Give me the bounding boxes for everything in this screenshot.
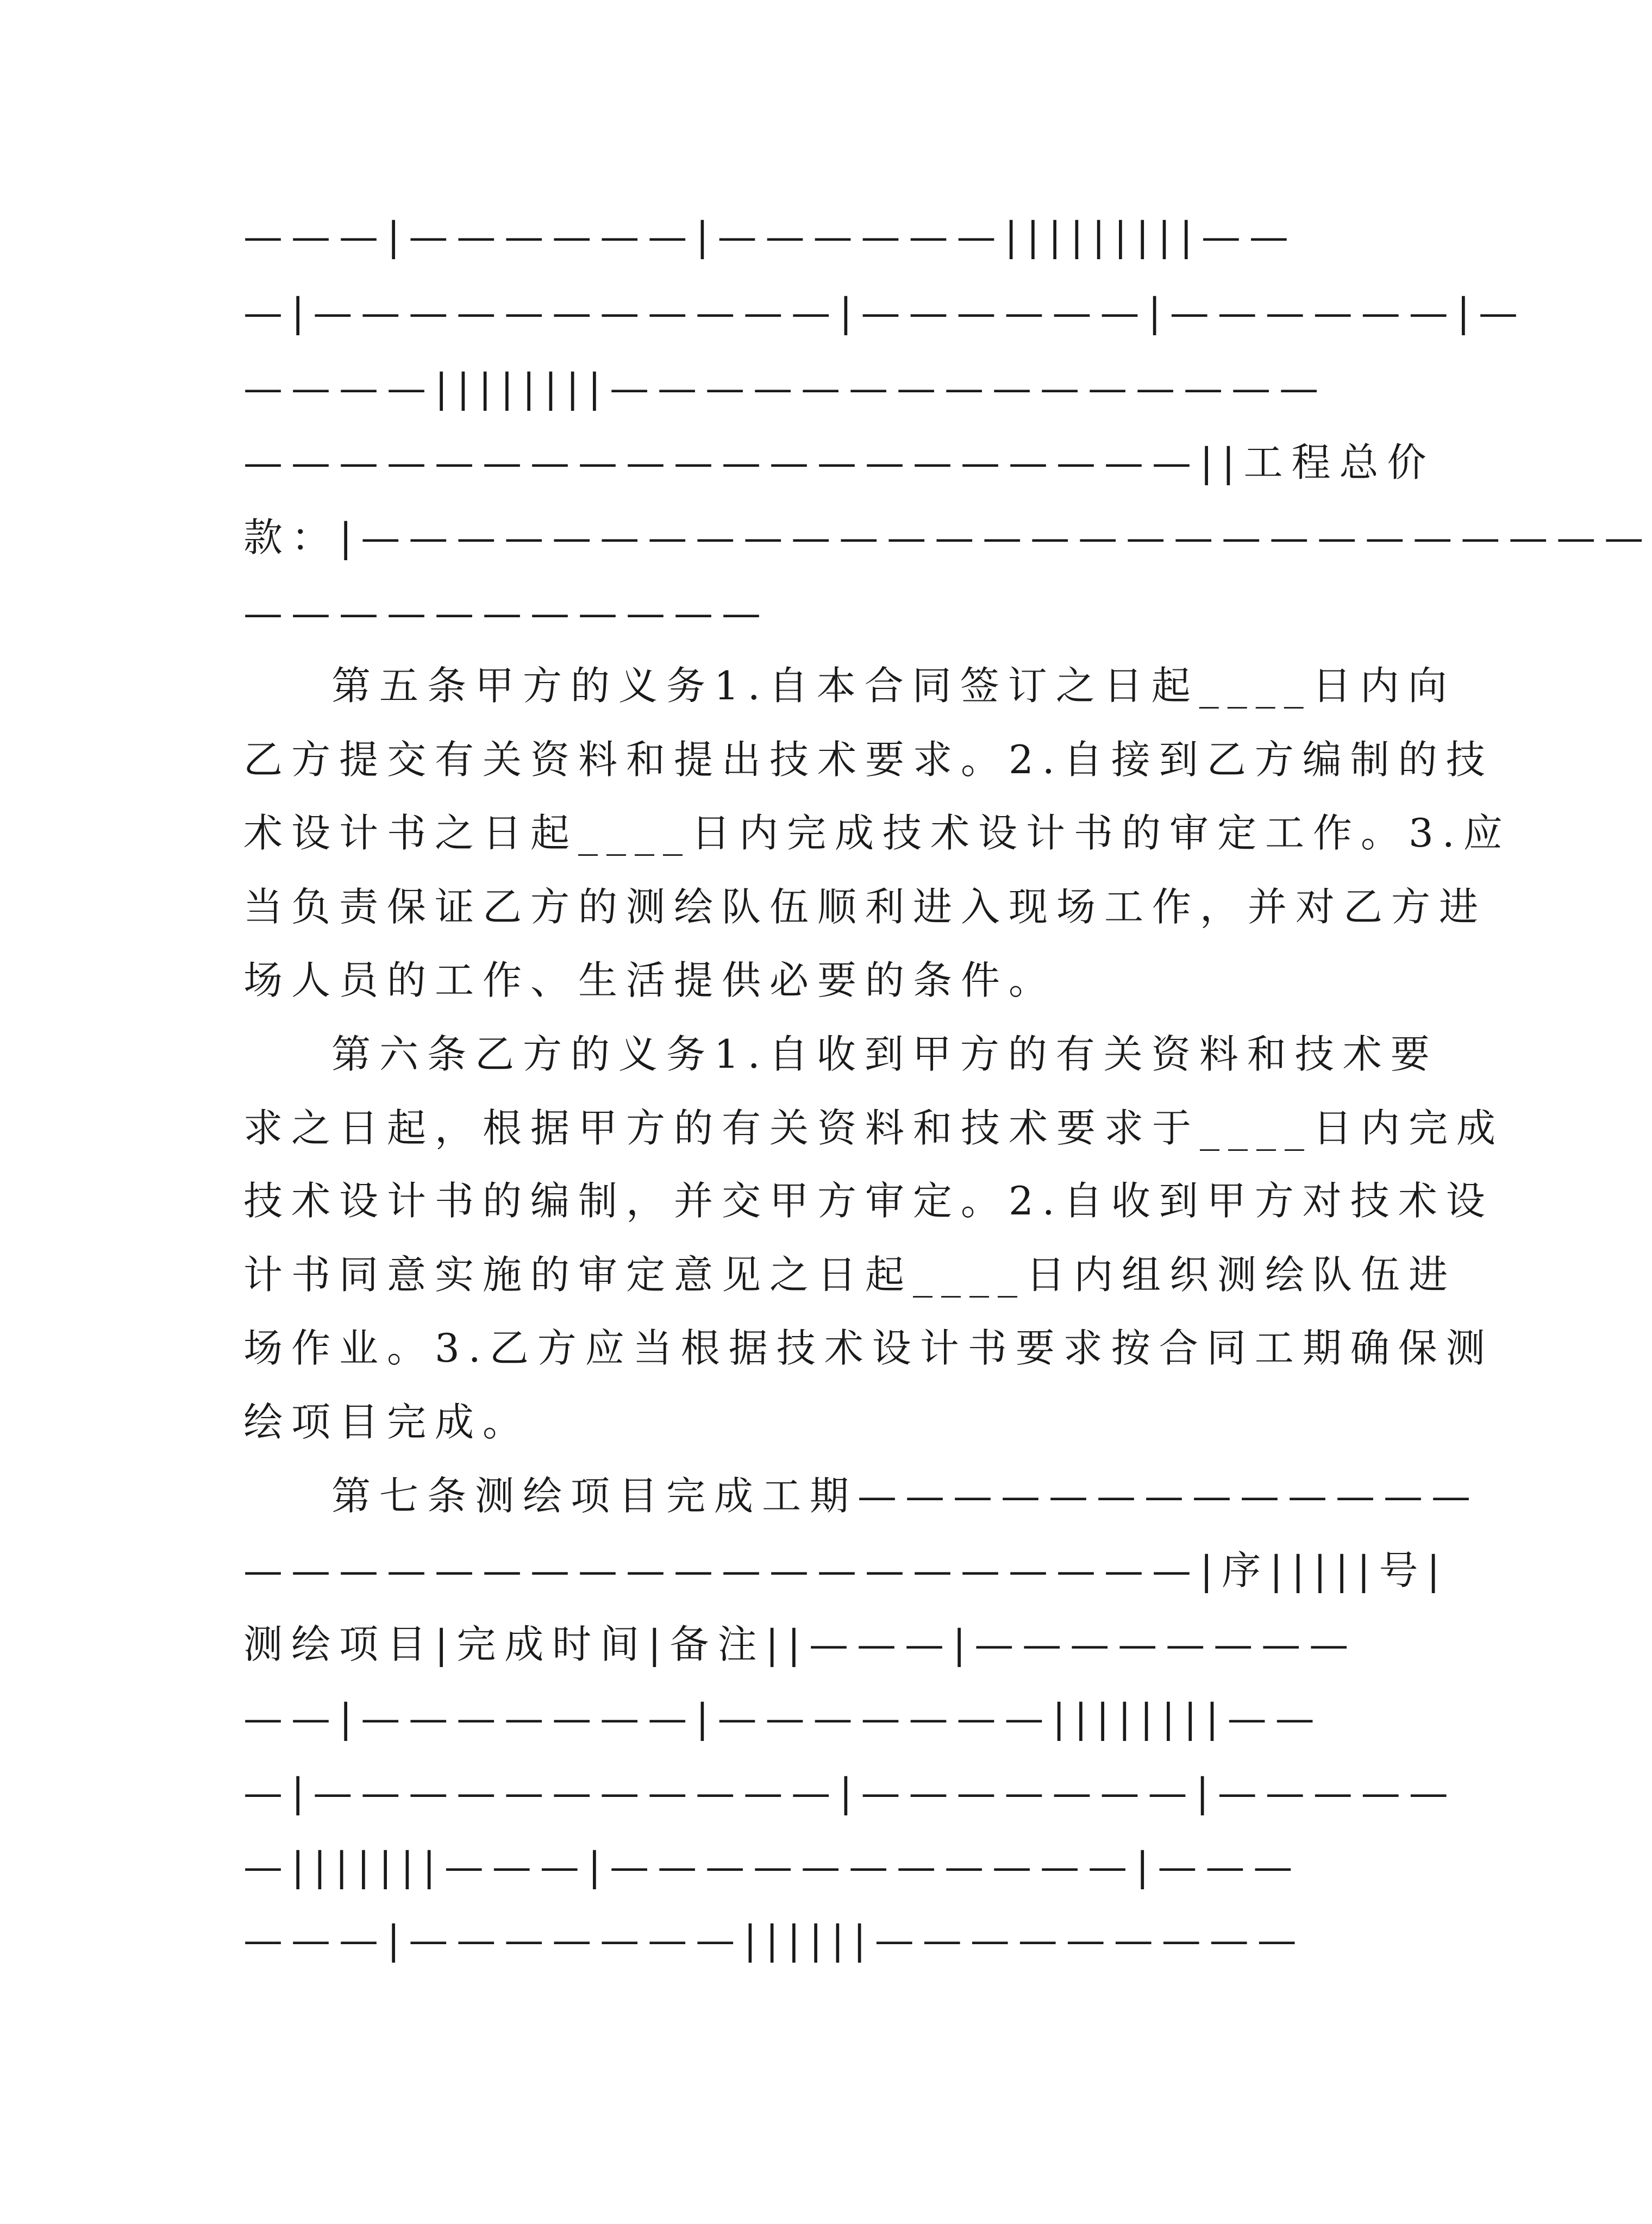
article-6-line-4: 计书同意实施的审定意见之日起____日内组织测绘队伍进	[243, 1252, 1457, 1298]
schedule-table-border-line-4: ———|———————||||||—————————	[243, 1917, 1305, 1963]
total-price-line: ————————————————————||工程总价	[243, 440, 1435, 485]
table-border-line-2: —|———————————|——————|——————|—	[243, 290, 1527, 335]
schedule-table-border-line-2: —|———————————|———————|—————	[243, 1770, 1457, 1815]
article-6-line-3: 技术设计书的编制，并交甲方审定。2.自收到甲方对技术设	[243, 1178, 1494, 1224]
article-5-line-3: 术设计书之日起____日内完成技术设计书的审定工作。3.应	[243, 810, 1511, 856]
article-5-line-2: 乙方提交有关资料和提出技术要求。2.自接到乙方编制的技	[243, 737, 1494, 782]
schedule-table-header-line-2: 测绘项目|完成时间|备注||———|————————	[243, 1621, 1357, 1667]
article-6-line-2: 求之日起，根据甲方的有关资料和技术要求于____日内完成	[243, 1105, 1505, 1151]
article-6-line-5: 场作业。3.乙方应当根据技术设计书要求按合同工期确保测	[243, 1325, 1494, 1371]
schedule-table-border-line-3: —|||||||———|———————————|———	[243, 1844, 1301, 1889]
article-7-heading-line: 第七条测绘项目完成工期—————————————	[331, 1473, 1480, 1519]
table-border-line-end: ———————————	[243, 590, 769, 636]
article-5-line-5: 场人员的工作、生活提供必要的条件。	[243, 957, 1057, 1003]
table-border-line-1: ———|——————|——————|||||||||——	[243, 214, 1297, 259]
total-price-continued-line: 款：|———————————————————————————	[243, 515, 1652, 560]
schedule-table-border-line-1: ——|———————|———————||||||||——	[243, 1695, 1323, 1741]
article-5-heading-line: 第五条甲方的义务1.自本合同签订之日起____日内向	[331, 663, 1456, 709]
article-6-line-6: 绘项目完成。	[243, 1399, 531, 1445]
schedule-table-header-line-1: ————————————————————|序|||||号|	[243, 1548, 1449, 1593]
article-6-heading-line: 第六条乙方的义务1.自收到甲方的有关资料和技术要	[331, 1031, 1438, 1077]
article-5-line-4: 当负责保证乙方的测绘队伍顺利进入现场工作，并对乙方进	[243, 884, 1487, 930]
table-border-line-3: ————||||||||———————————————	[243, 365, 1328, 411]
